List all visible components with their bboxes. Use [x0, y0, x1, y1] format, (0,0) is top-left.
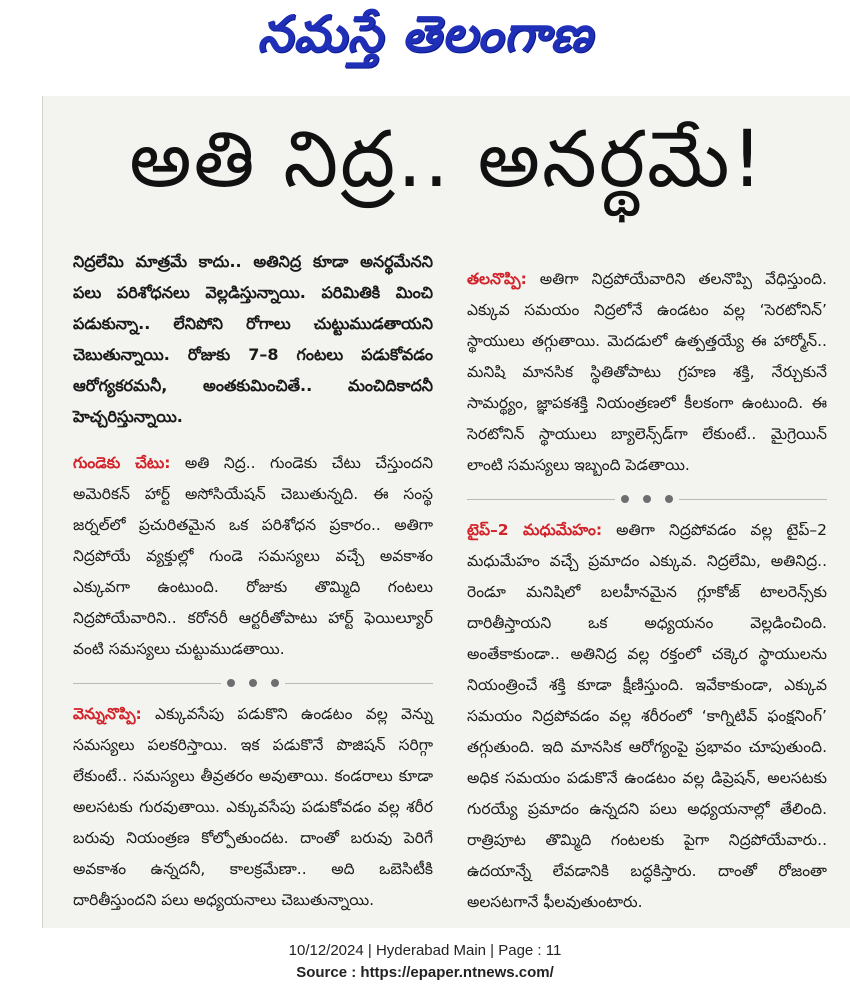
article-clipping: [42, 96, 850, 928]
section-diabetes: [467, 515, 827, 918]
intro-paragraph: నిద్రలేమి మాత్రమే కాదు.. అతినిద్ర కూడా అనర్థమేనని పలు పరిశోధనలు వెల్లడిస్తున్నాయి. పరిమితికి మించి పడుకున్నా.. లేనిపోని రోగాలు చుట్టుముడతాయని చెబుతున్నాయి. రోజుకు 7–8 గంటలు పడుకోవడం ఆరోగ్యకరమనీ, అంతకుమించితే.. మంచిదికాదనీ హెచ్చరిస్తున్నాయి.: [73, 252, 433, 426]
section-headache: [467, 264, 827, 481]
article-column-right: [467, 264, 827, 918]
section-heading: తలనొప్పి:: [467, 270, 527, 288]
section-heading: గుండెకు చేటు:: [73, 454, 171, 472]
section-body: అతిగా నిద్రపోవడం వల్ల టైప్‌–2 మధుమేహం వచ్చే ప్రమాదం ఎక్కువ. నిద్రలేమి, అతినిద్ర.. రెండూ మనిషిలో బలహీనమైన గ్లూకోజ్ టాలరెన్స్‌కు దారితీస్తాయని ఒక అధ్యయనం వెల్లడించింది. అంతేకాకుండా.. అతినిద్ర వల్ల రక్తంలో చక్కెర స్థాయులను నియంత్రించే శక్తి కూడా క్షీణిస్తుంది. ఇవేకాకుండా, ఎక్కువ సమయం నిద్రపోవడం వల్ల శరీరంలో ‘కాగ్నిటివ్ ఫంక్షనింగ్’ తగ్గుతుంది. ఇది మానసిక ఆరోగ్యంపై ప్రభావం చూపుతుంది. అధిక సమయం పడుకొనే ఉండటం వల్ల డిప్రెషన్, అలసటకు గురయ్యే ప్రమాదం ఉన్నదని పలు అధ్యయనాల్లో తేలింది. రాత్రిపూట తొమ్మిది గంటలకు పైగా నిద్రపోయేవారు.. ఉదయాన్నే లేవడానికి బద్ధకిస్తారు. దాంతో రోజంతా అలసటగానే ఫీలవుతుంటారు.: [467, 521, 828, 911]
newspaper-logo: నమస్తే తెలంగాణ: [257, 4, 593, 63]
section-heading: టైప్‌–2 మధుమేహం:: [467, 521, 603, 539]
section-body: అతి నిద్ర.. గుండెకు చేటు చేస్తుందని అమెరికన్ హార్ట్ అసోసియేషన్ చెబుతున్నది. ఈ సంస్థ జర్నల్‌లో ప్రచురితమైన ఒక పరిశోధన ప్రకారం.. అతిగా నిద్రపోయే వ్యక్తుల్లో గుండె సమస్యలు వచ్చే అవకాశం ఎక్కువగా ఉంటుంది. రోజుకు తొమ్మిది గంటలు నిద్రపోయేవారిని.. కరోనరీ ఆర్టరీతోపాటు హార్ట్ ఫెయిల్యూర్ వంటి సమస్యలు చుట్టుముడతాయి.: [73, 454, 433, 658]
source-link[interactable]: Source : https://epaper.ntnews.com/: [296, 964, 554, 981]
section-body: అతిగా నిద్రపోయేవారిని తలనొప్పి వేధిస్తుంది. ఎక్కువ సమయం నిద్రలోనే ఉండటం వల్ల ‘సెరటోనిన్’ స్థాయులు తగ్గుతాయి. మెదడులో ఉత్పత్తయ్యే ఈ హార్మోన్.. మనిషి మానసిక స్థితితోపాటు గ్రహణ శక్తి, నేర్చుకునే సామర్థ్యం, జ్ఞాపకశక్తి నియంత్రణలో కీలకంగా ఉంటుంది. ఈ సెరటోనిన్ స్థాయులు బ్యాలెన్స్‌డ్‌గా లేకుంటే.. మైగ్రెయిన్ లాంటి సమస్యలు ఇబ్బంది పెడతాయి.: [467, 270, 827, 474]
article-headline: అతి నిద్ర.. అనర్థమే!: [129, 114, 765, 205]
section-heading: వెన్నునొప్పి:: [73, 705, 142, 723]
page-footer: [0, 940, 850, 984]
section-separator: [467, 493, 827, 505]
section-heart: [73, 448, 433, 665]
edition-info: 10/12/2024 | Hyderabad Main | Page : 11: [288, 942, 562, 959]
section-body: ఎక్కువసేపు పడుకొని ఉండటం వల్ల వెన్ను సమస్యలు పలకరిస్తాయి. ఇక పడుకొనే పొజిషన్ సరిగ్గా లేకుంటే.. సమస్యలు తీవ్రతరం అవుతాయి. కండరాలు కూడా అలసటకు గురవుతాయి. ఎక్కువసేపు పడుకోవడం వల్ల శరీర బరువు నియంత్రణ కోల్పోతుందట. దాంతో బరువు పెరిగే అవకాశం ఉన్నదనీ, కాలక్రమేణా.. అది ఒబెసిటీకి దారితీస్తుందని పలు అధ్యయనాలు చెబుతున్నాయి.: [73, 705, 433, 909]
section-backpain: [73, 699, 433, 916]
article-column-left: [73, 246, 433, 916]
section-separator: [73, 677, 433, 689]
masthead: [0, 0, 850, 80]
